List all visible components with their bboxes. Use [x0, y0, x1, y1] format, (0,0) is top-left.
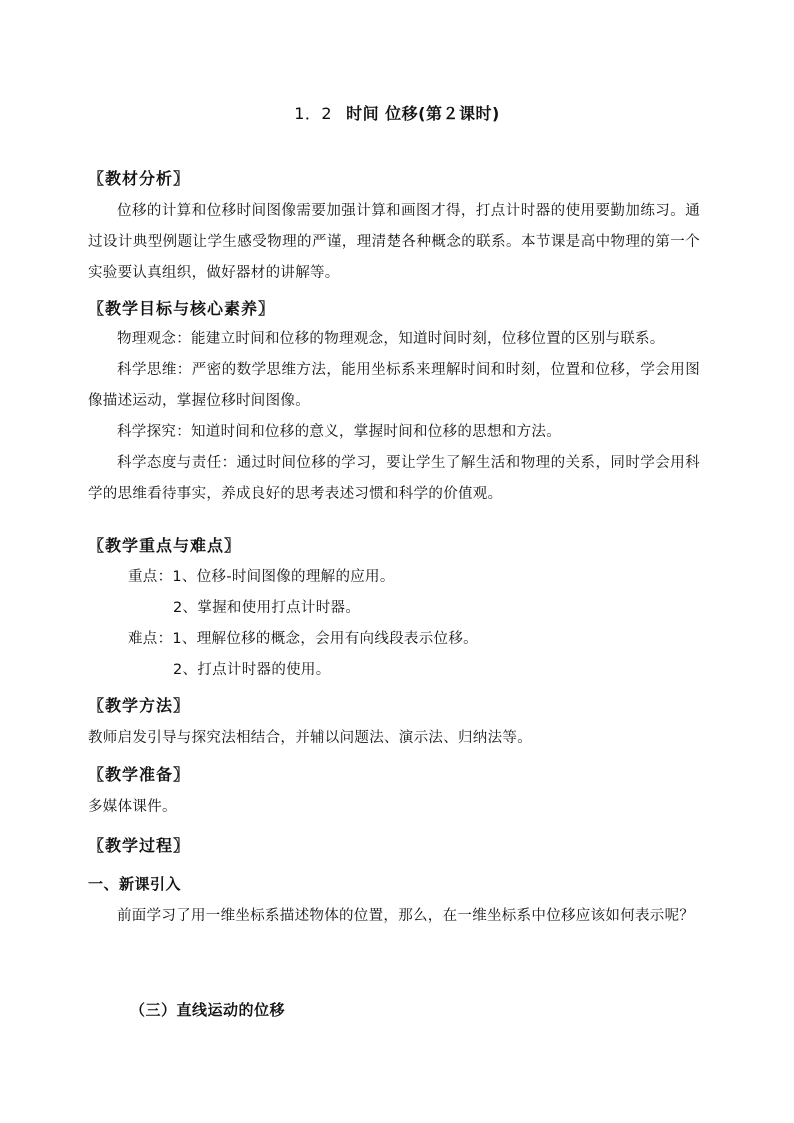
goal-scientific-inquiry: 科学探究：知道时间和位移的意义，掌握时间和位移的思想和方法。	[117, 424, 561, 440]
keypoint-line-2: 2、掌握和使用打点计时器。	[173, 600, 361, 616]
methods-text: 教师启发引导与探究法相结合，并辅以问题法、演示法、归纳法等。	[88, 730, 532, 746]
title-text: 时间 位移(第２课时)	[346, 104, 500, 123]
heading-analysis: 〖教材分析〗	[88, 169, 191, 188]
difficulty-line-1: 难点：1、理解位移的概念，会用有向线段表示位移。	[128, 631, 478, 647]
heading-methods: 〖教学方法〗	[88, 696, 191, 715]
analysis-paragraph: 位移的计算和位移时间图像需要加强计算和画图才得，打点计时器的使用要勤加练习。通过设计典型例题让学生感受物理的严谨，理清楚各种概念的联系。本节课是高中物理的第一个实验要认真组织，做好器材的讲解等。	[88, 203, 700, 281]
page-title	[0, 101, 794, 124]
keypoint-line-1: 重点：1、位移-时间图像的理解的应用。	[128, 569, 395, 585]
title-number: 1．2	[294, 104, 333, 123]
goal-physics-concept: 物理观念：能建立时间和位移的物理观念，知道时间时刻，位移位置的区别与联系。	[117, 331, 665, 347]
preparation-text: 多媒体课件。	[88, 799, 177, 815]
process-intro-paragraph: 前面学习了用一维坐标系描述物体的位置，那么，在一维坐标系中位移应该如何表示呢？	[117, 908, 695, 924]
heading-goals: 〖教学目标与核心素养〗	[88, 299, 276, 318]
goal-scientific-thinking: 科学思维：严密的数学思维方法，能用坐标系来理解时间和时刻，位置和位移，学会用图像描述运动，掌握位移时间图像。	[88, 362, 700, 409]
process-subheading: 一、新课引入	[88, 875, 182, 893]
heading-process: 〖教学过程〗	[88, 836, 191, 855]
goal-scientific-attitude: 科学态度与责任：通过时间位移的学习，要让学生了解生活和物理的关系，同时学会用科学的思维看待事实，养成良好的思考表述习惯和科学的价值观。	[88, 455, 700, 502]
heading-preparation: 〖教学准备〗	[88, 765, 191, 784]
difficulty-line-2: 2、打点计时器的使用。	[173, 662, 331, 678]
heading-keypoints: 〖教学重点与难点〗	[88, 536, 242, 555]
process-subsection-title: （三）直线运动的位移	[130, 1001, 286, 1019]
